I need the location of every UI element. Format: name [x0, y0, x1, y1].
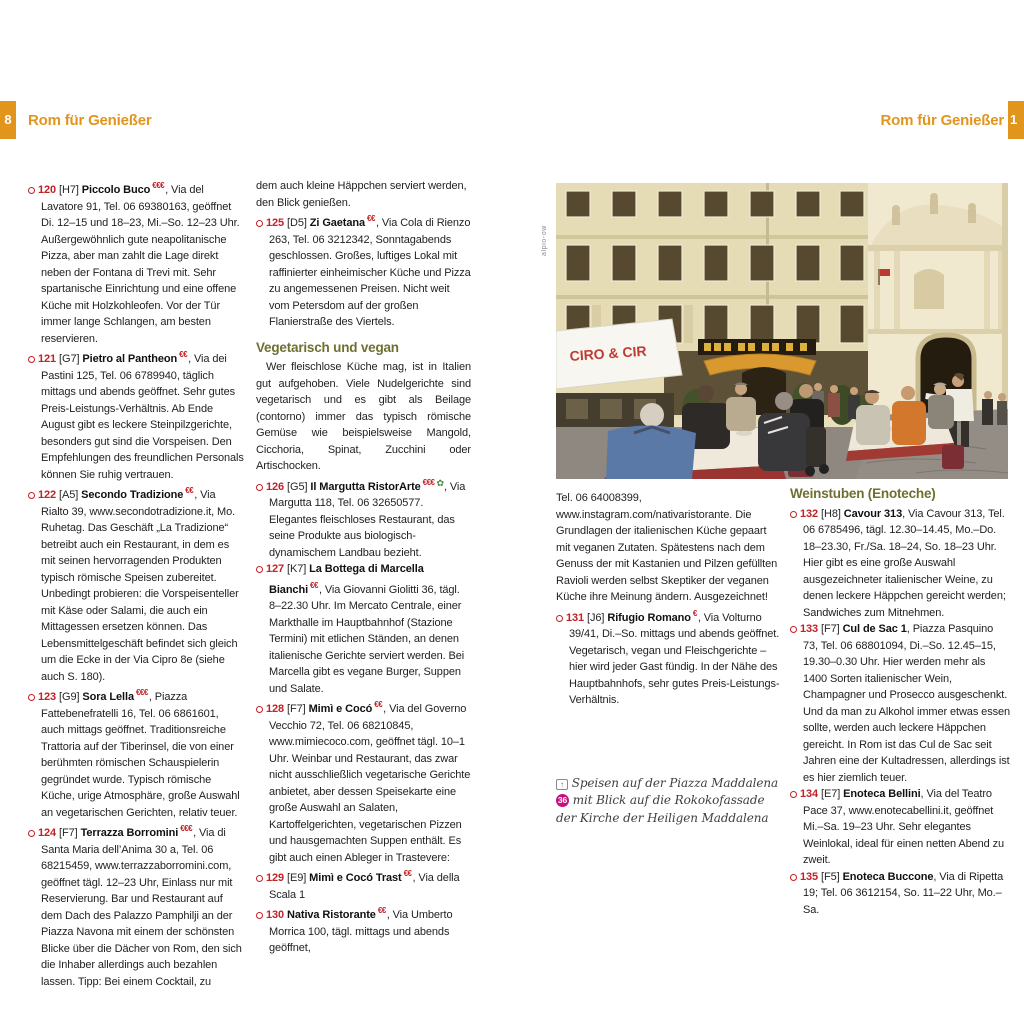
- map-pin-icon: [256, 484, 263, 491]
- map-grid-ref: [G7]: [59, 353, 80, 365]
- price-category: €€: [185, 486, 194, 495]
- listing-entry: 126 [G5] Il Margutta RistorArte €€€ ✿, Via Margutta 118, Tel. 06 32650577. Elegantes fleischloses Restaurant, das seine Produkte aus biologisch-dynamischem Landbau bezieht.: [256, 475, 471, 562]
- venue-name: Mimì e Cocó Trast: [309, 872, 402, 884]
- map-pin-icon: [790, 791, 797, 798]
- map-grid-ref: [G9]: [59, 691, 80, 703]
- photo-ref-arrow-icon: ↑: [556, 779, 568, 790]
- photo-caption: ↑ Speisen auf der Piazza Maddalena 36 mit Blick auf die Rokokofassade der Kirche der Heiligen Maddalena: [556, 775, 779, 825]
- listing-entry: 129 [E9] Mimì e Cocó Trast €€, Via della Scala 1: [256, 866, 471, 903]
- venue-name: Mimì e Cocó: [308, 703, 373, 715]
- entry-number: 134: [800, 788, 819, 800]
- entry-number: 130: [266, 909, 285, 921]
- price-category: €€€: [180, 824, 193, 833]
- price-category: €€€: [422, 477, 435, 487]
- venue-name: Secondo Tradizione: [81, 489, 184, 501]
- price-category: €: [692, 608, 697, 618]
- map-grid-ref: [J6]: [587, 611, 605, 624]
- map-grid-ref: [E9]: [287, 872, 307, 884]
- map-pin-icon: [28, 694, 35, 701]
- map-pin-icon: [28, 492, 35, 499]
- venue-name: Sora Lella: [82, 691, 134, 703]
- entry-number: 135: [800, 870, 819, 883]
- map-pin-icon: [256, 875, 263, 882]
- price-category: €€: [179, 350, 188, 359]
- entry-number: 121: [38, 353, 57, 365]
- entry-number: 133: [800, 623, 819, 635]
- column-left-page-1: [28, 178, 244, 990]
- column-right-page-1: [556, 490, 780, 827]
- venue-name: Rifugio Romano: [607, 611, 691, 624]
- map-grid-ref: [F7]: [821, 623, 840, 635]
- venue-name: Piccolo Buco: [81, 184, 151, 196]
- listing-entry: 120 [H7] Piccolo Buco €€€, Via del Lavatore 91, Tel. 06 69380163, geöffnet Di. 12–15 und 18–23, Mi.–So. 12–23 Uhr. Außergewöhnlich gute neapolitanische Pizza, aber man zahlt die Lage direkt neben der Fontana di Trevi mit. Sehr spartanische Einrichtung und eine offene Küche mit Holzkohleofen. Vor der Tür immer lange Schlangen, am besten reservieren.: [28, 178, 244, 347]
- venue-name: Terrazza Borromini: [80, 827, 179, 839]
- photo-credit: alpio-ow: [541, 225, 548, 256]
- venue-name: La Bottega di Marcella Bianchi: [269, 563, 424, 596]
- organic-icon: ✿: [436, 477, 444, 488]
- column-left-page-2: [256, 178, 471, 957]
- map-grid-ref: [G5]: [287, 480, 308, 493]
- price-category: €€€: [135, 688, 148, 697]
- intro-paragraph: Wer fleischlose Küche mag, ist in Italien gut aufgehoben. Viele Nudelgerichte sind vegetarisch und es gibt als Beilage (contorno) immer das typisch römische Gemüse wie beispielsweise Mangold, Cicchoria, Spinat, Zucchini oder Artischocken.: [256, 361, 471, 472]
- map-pin-icon: [556, 615, 563, 622]
- entry-number: 132: [800, 507, 819, 520]
- map-grid-ref: [F5]: [821, 870, 840, 883]
- svg-text:CIRO & CIR: CIRO & CIR: [569, 342, 648, 364]
- map-pin-icon: [256, 566, 263, 573]
- listing-entry: 123 [G9] Sora Lella €€€, Piazza Fattebenefratelli 16, Tel. 06 6861601, auch mittags geöffnet. Traditionsreiche Trattoria auf der Tiberinsel, die von einer berühmten römischen Schauspielerin gegründet wurde. Typisch römische Küche, urige Atmosphäre, große Auswahl an vegetarischen Gerichten, relativ teuer.: [28, 685, 244, 821]
- map-pin-icon: [28, 830, 35, 837]
- listing-entry: 133 [F7] Cul de Sac 1, Piazza Pasquino 73, Tel. 06 68801094, Di.–So. 12.45–15, 19.30–0.30 Uhr. Hier werden mehr als 1400 Sorten italienischer Wein, Champagner und Prosecco ausgeschenkt. Und da man zu Alkohol immer etwas essen sollte, werden auch leckere Häppchen gereicht. In Rom ist das Cul de Sac seit Jahren eine der Kultadressen, allerdings ist es hier ziemlich teuer.: [790, 621, 1011, 786]
- entry-number: 131: [566, 611, 585, 624]
- listing-entry: 134 [E7] Enoteca Bellini, Via del Teatro Pace 37, www.enotecabellini.it, geöffnet Mi.–Sa. 19–23 Uhr. Sehr elegantes Weinlokal, ideal für einen netten Abend zu zweit.: [790, 786, 1011, 869]
- entry-number: 122: [38, 489, 57, 501]
- price-category: €€: [374, 700, 383, 709]
- entry-number: 128: [266, 703, 285, 715]
- price-category: €€: [377, 906, 386, 915]
- running-header-right: Rom für Genießer: [880, 112, 1004, 129]
- map-pin-icon: [28, 187, 35, 194]
- paragraph-continuation: dem auch kleine Häppchen serviert werden, den Blick genießen.: [256, 180, 467, 209]
- photo-piazza-maddalena: [556, 183, 1008, 479]
- map-grid-ref: [H8]: [821, 507, 841, 520]
- map-grid-ref: [D5]: [287, 217, 307, 229]
- listing-entry: 135 [F5] Enoteca Buccone, Via di Ripetta 19; Tel. 06 3612154, So. 11–22 Uhr, Mo.–Sa.: [790, 869, 1011, 919]
- map-pin-icon: [256, 220, 263, 227]
- map-pin-icon: [28, 356, 35, 363]
- listing-entry: 131 [J6] Rifugio Romano €, Via Volturno 39/41, Di.–So. mittags und abends geöffnet. Vegetarisch, vegan und Fleischgerichte – hier wird jeder Gast fündig. In der Nähe des Hauptbahnhofs, sehr gutes Preis-Leistungs-Verhältnis.: [556, 606, 780, 709]
- photo-number-badge: 36: [557, 795, 568, 805]
- map-grid-ref: [F7]: [59, 827, 78, 839]
- entry-number: 124: [38, 827, 57, 839]
- section-heading: Vegetarisch und vegan: [256, 339, 399, 355]
- listing-entry: 125 [D5] Zi Gaetana €€, Via Cola di Rienzo 263, Tel. 06 3212342, Sonntagabends geschlossen. Großes, luftiges Lokal mit raffinierter einheimischer Küche und Pizza zu angemessenen Preisen. Nicht weit vom Petersdom auf der großen Flanierstraße des Viertels.: [256, 211, 471, 331]
- venue-name: Enoteca Bellini: [843, 788, 921, 800]
- listing-entry: 132 [H8] Cavour 313, Via Cavour 313, Tel. 06 6785496, tägl. 12.30–14.45, Mo.–Do. 18–23.30, Fr./Sa. 18–24, So. 18–23 Uhr. Hier gibt es eine große Auswahl ausgezeichneter italienischer Weine, zu denen leckere Häppchen gereicht werden; Sandwiches zum Mitnehmen.: [790, 506, 1011, 622]
- entry-number: 129: [266, 872, 285, 884]
- map-pin-icon: [256, 706, 263, 713]
- paragraph-continuation: Tel. 06 64008399, www.instagram.com/nativaristorante. Die Grundlagen der italienischen Küche gepaart mit veganen Zutaten. Spätestens nach dem Genuss der mit Kastanien und Pilzen gefüllten Ravioli werden selbst Skeptiker der veganen Küche ihre Meinung ändern. Ausgezeichnet!: [556, 492, 778, 603]
- venue-name: Cul de Sac 1: [842, 623, 907, 635]
- listing-entry: 121 [G7] Pietro al Pantheon €€, Via dei Pastini 125, Tel. 06 6789940, täglich mittags und abends geöffnet. Sehr gutes Preis-Leistungs-Verhältnis. Ab Ende August gibt es leckere Steinpilzgerichte, besonders gut sind die Vorspeisen. Den Empfehlungen des freundlichen Personals können Sie ruhig vertrauen.: [28, 347, 244, 483]
- page-number-tab-right: 1: [1008, 101, 1024, 139]
- street-scene-photo: [556, 183, 1008, 479]
- map-grid-ref: [H7]: [59, 184, 79, 196]
- venue-name: Enoteca Buccone: [842, 870, 934, 883]
- map-pin-icon: [790, 511, 797, 518]
- map-grid-ref: [K7]: [287, 563, 307, 575]
- listing-entry: 124 [F7] Terrazza Borromini €€€, Via di Santa Maria dell’Anima 30 a, Tel. 06 68215459, www.terrazzaborromini.com, geöffnet tägl. 12–23 Uhr, Einlass nur mit Reservierung. Bar und Restaurant auf dem Dach des Palazzo Pamphilji an der Piazza Navona mit einem der schönsten Blicke über die Dächer von Rom, den sich die Inhaber allerdings auch bezahlen lassen. Tipp: Bei einem Cocktail, zu: [28, 821, 244, 990]
- listing-entry: 128 [F7] Mimì e Cocó €€, Via del Governo Vecchio 72, Tel. 06 68210845, www.mimiecoco.com, geöffnet tägl. 10–1 Uhr. Weinbar und Restaurant, das zwar nicht ausschließlich vegetarische Gerichte anbietet, aber dessen Speisekarte eine große Auswahl an Salaten, Kartoffelgerichten, vegetarischen Pizzen und hausgemachten Suppen enthält. Es gibt auch einen Ableger in Trastevere:: [256, 697, 471, 866]
- section-heading: Weinstuben (Enoteche): [790, 486, 936, 501]
- column-right-page-2: [790, 486, 1011, 918]
- venue-name: Il Margutta RistorArte: [310, 480, 421, 493]
- venue-name: Zi Gaetana: [309, 217, 366, 229]
- venue-name: Cavour 313: [843, 507, 903, 520]
- entry-number: 120: [38, 184, 57, 196]
- entry-number: 123: [38, 691, 57, 703]
- running-header-left: Rom für Genießer: [28, 112, 152, 129]
- listing-entry: 130 Nativa Ristorante €€, Via Umberto Morrica 100, tägl. mittags und abends geöffnet,: [256, 903, 471, 957]
- map-pin-icon: [790, 874, 797, 881]
- map-grid-ref: [F7]: [287, 703, 306, 715]
- map-pin-icon: [256, 912, 263, 919]
- listing-entry: 122 [A5] Secondo Tradizione €€, Via Rialto 39, www.secondotradizione.it, Mo. Ruhetag. Das Geschäft „La Tradizione“ betreibt auch ein Restaurant, in dem es mit seinen hervorragenden Produkten typisch römische Speisen zubereitet. Unbedingt probieren: die Vorspeisenteller mit Käse oder Salami, die auch ein Mittagessen ersetzen können. Das Lebensmittelgeschäft befindet sich gleich um die Ecke in der Via Cipro 8e (siehe auch S. 180).: [28, 483, 244, 685]
- price-category: €€: [310, 580, 318, 590]
- entry-number: 126: [266, 480, 285, 493]
- entry-number: 127: [266, 563, 285, 575]
- map-grid-ref: [A5]: [59, 489, 79, 501]
- map-pin-icon: [790, 626, 797, 633]
- venue-name: Nativa Ristorante: [287, 909, 376, 921]
- price-category: €€: [403, 869, 412, 878]
- price-category: €€€: [152, 181, 165, 190]
- price-category: €€: [367, 214, 375, 223]
- page-number-tab-left: 8: [0, 101, 16, 139]
- listing-entry: 127 [K7] La Bottega di Marcella Bianchi €€, Via Giovanni Giolitti 36, tägl. 8–22.30 Uhr. Im Mercato Centrale, einer Markthalle im Hauptbahnhof (Stazione Termini) mit etlichen Ständen, an denen italienische Gerichte serviert werden. Bei Marcella gibt es vegane Burger, Suppen und Salate.: [256, 561, 471, 697]
- entry-number: 125: [266, 217, 285, 229]
- map-grid-ref: [E7]: [821, 788, 841, 800]
- venue-name: Pietro al Pantheon: [82, 353, 178, 365]
